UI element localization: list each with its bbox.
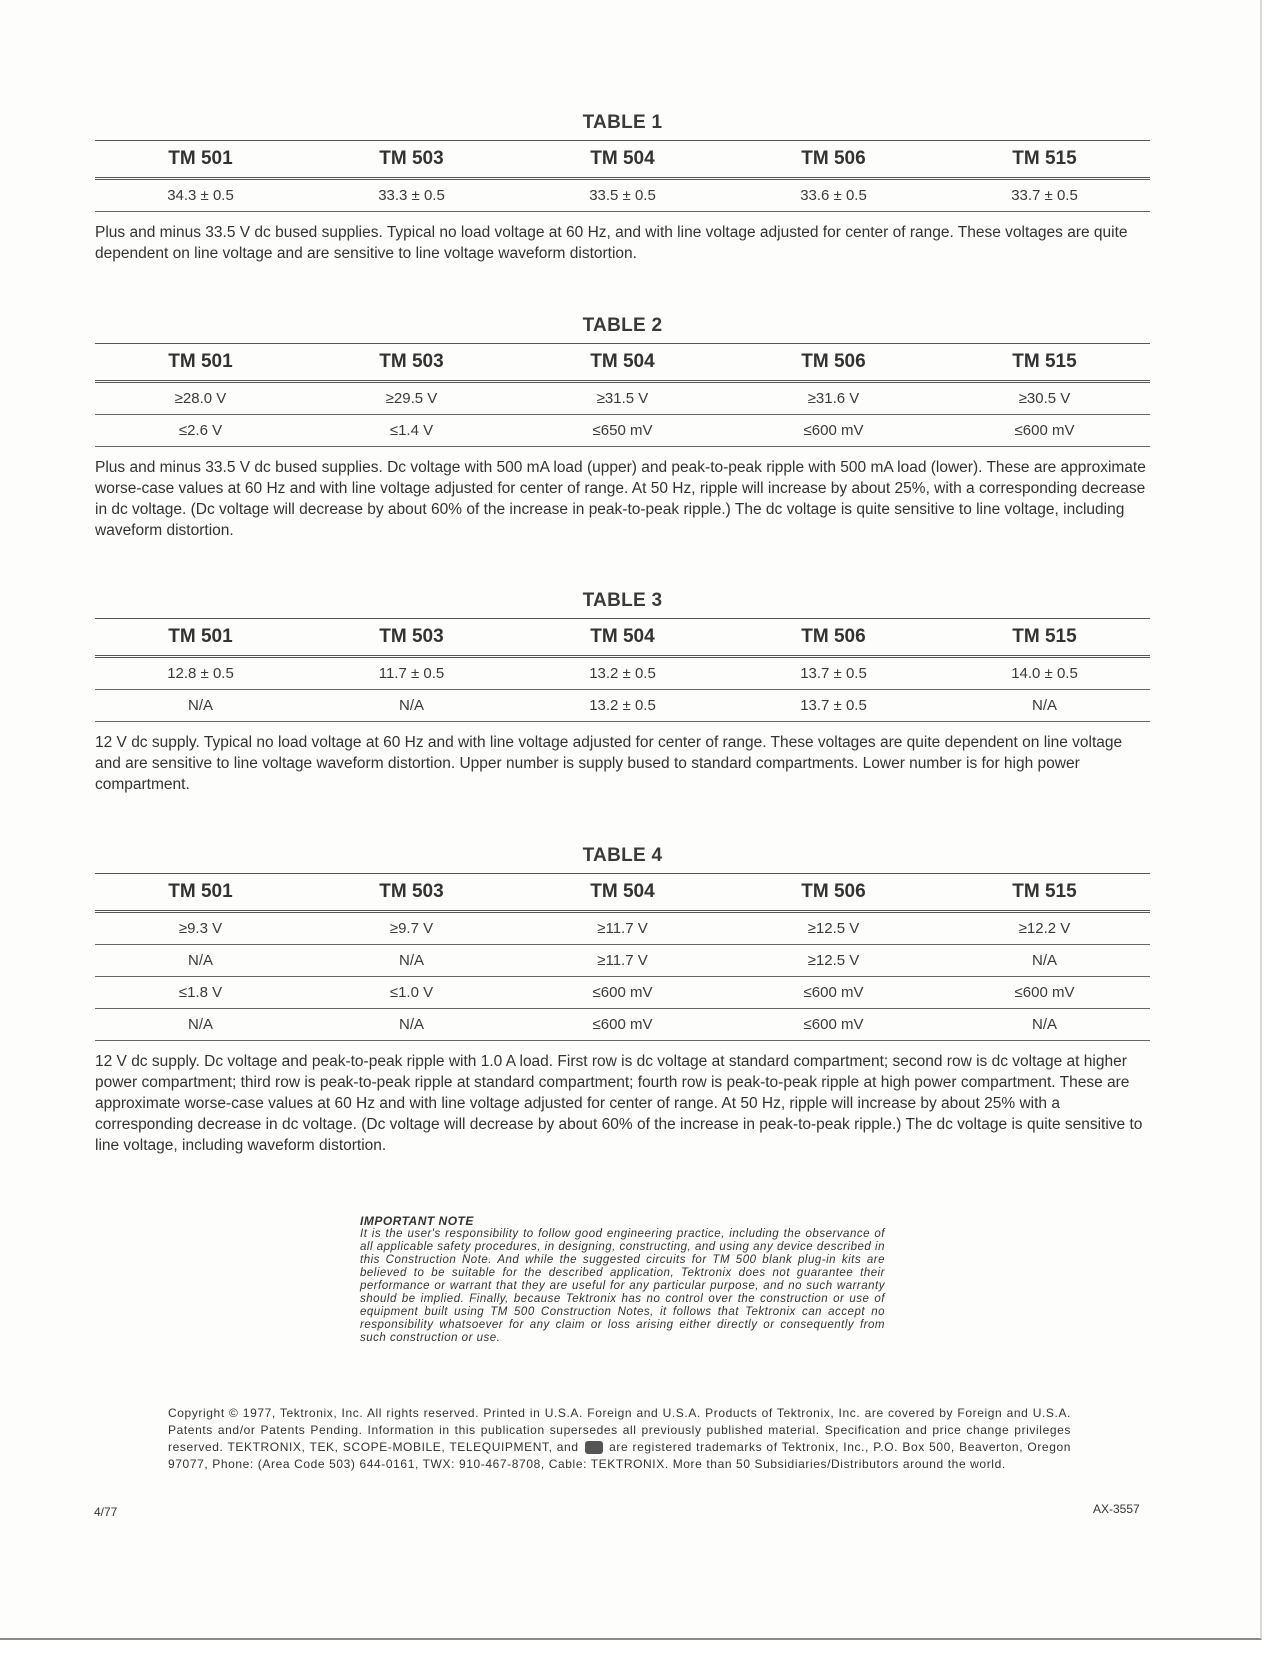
important-note-heading: IMPORTANT NOTE [360,1214,474,1228]
table-cell: ≤600 mV [803,422,864,439]
column-header: TM 504 [590,626,655,647]
table-cell: ≤1.0 V [389,984,434,1001]
table-cell: ≥31.5 V [596,390,649,407]
column-header: TM 503 [379,881,444,902]
table-cell: 11.7 ± 0.5 [378,665,445,682]
column-header: TM 506 [801,881,866,902]
table-cell: ≥12.5 V [807,952,860,969]
table-cell: ≥9.7 V [389,920,434,937]
table-row [95,383,1150,415]
column-header: TM 504 [590,351,655,372]
table-note: 12 V dc supply. Dc voltage and peak-to-peak ripple with 1.0 A load. First row is dc voltage at standard compartment; second row is dc voltage at higher power compartment; third row is peak-to-peak ripple at standard compartment; fourth row is peak-to-peak ripple at high power compartment. These are approximate worse-case values at 60 Hz and with line voltage adjusted for center of range. At 50 Hz, ripple will increase by about 25% with a corresponding decrease in dc voltage. (Dc voltage will decrease by about 60% of the increase in peak-to-peak ripple.) The dc voltage is quite sensitive to line voltage, including waveform distortion. [95,1053,1143,1154]
table-title: TABLE 2 [582,315,663,336]
table-cell: ≥12.2 V [1018,920,1071,937]
table-cell: N/A [187,697,213,714]
table-note: 12 V dc supply. Typical no load voltage at 60 Hz and with line voltage adjusted for center of range. These voltages are quite dependent on line voltage and are sensitive to line voltage waveform distortion. Upper number is supply bused to standard compartments. Lower number is for high power compartment. [95,734,1123,793]
data-table [95,618,1150,722]
table-cell: ≤650 mV [592,422,653,439]
column-header: TM 503 [379,148,444,169]
table-cell: 13.7 ± 0.5 [800,665,867,682]
table-cell: 33.3 ± 0.5 [378,187,445,204]
column-header: TM 506 [801,351,866,372]
column-header: TM 515 [1012,626,1077,647]
table-cell: ≤600 mV [592,1016,653,1033]
publication-date: 4/77 [94,1505,118,1519]
table-row [95,945,1150,977]
table-header [95,618,1150,658]
table-cell: N/A [1031,1016,1057,1033]
copyright-notice [168,1405,1071,1473]
table-3-section [95,588,1150,795]
table-1-section [95,110,1150,264]
column-header: TM 515 [1012,881,1077,902]
table-row [95,913,1150,945]
table-cell: ≥11.7 V [597,952,648,969]
data-table [95,343,1150,447]
table-title: TABLE 3 [582,590,663,611]
table-row [95,690,1150,722]
table-cell: ≥12.5 V [807,920,860,937]
column-header: TM 504 [590,881,655,902]
copyright-text: Copyright © 1977, Tektronix, Inc. All rights reserved. Printed in U.S.A. Foreign and U.S.A. Products of Tektronix, Inc. are covered by Foreign and U.S.A. Patents and/or Patents Pending. Information in this publication supersedes all previously published material. Specification and price change privileges reserved. TEKTRONIX, TEK, SCOPE-MOBILE, TELEQUIPMENT, and [168,1406,1071,1454]
table-cell: 12.8 ± 0.5 [167,665,234,682]
table-cell: ≤600 mV [1014,422,1075,439]
table-cell: ≤600 mV [592,984,653,1001]
column-header: TM 515 [1012,351,1077,372]
table-cell: ≤600 mV [1014,984,1075,1001]
table-row [95,180,1150,212]
table-cell: ≤1.8 V [178,984,223,1001]
data-table [95,140,1150,212]
column-header: TM 503 [379,351,444,372]
important-note [360,1215,885,1345]
data-table [95,873,1150,1041]
table-cell: ≥11.7 V [597,920,648,937]
table-cell: N/A [187,1016,213,1033]
table-row [95,1009,1150,1041]
table-cell: ≤1.4 V [389,422,434,439]
column-header: TM 501 [168,148,233,169]
column-header: TM 506 [801,148,866,169]
table-cell: 14.0 ± 0.5 [1011,665,1078,682]
table-cell: ≤600 mV [803,984,864,1001]
table-cell: N/A [187,952,213,969]
table-4-section [95,843,1150,1156]
table-row [95,977,1150,1009]
column-header: TM 501 [168,626,233,647]
table-cell: ≥29.5 V [385,390,438,407]
table-cell: 13.2 ± 0.5 [589,665,656,682]
column-header: TM 503 [379,626,444,647]
table-cell: 13.2 ± 0.5 [589,697,656,714]
table-cell: 33.5 ± 0.5 [589,187,656,204]
important-note-body: It is the user's responsibility to follow good engineering practice, including the observance of all applicable safety procedures, in designing, constructing, and using any device described in this Construction Note. And while the suggested circuits for TM 500 blank plug-in kits are believed to be suitable for the described application, Tektronix does not guarantee their performance or warrant that they are useful for any particular purpose, and no such warranty should be implied. Finally, because Tektronix has no control over the construction or use of equipment built using TM 500 Construction Notes, it follows that Tektronix can accept no responsibility whatsoever for any claim or loss arising either directly or consequently from such construction or use. [360,1228,885,1344]
table-cell: N/A [398,952,424,969]
table-title: TABLE 4 [582,845,663,866]
table-cell: ≤2.6 V [178,422,223,439]
table-row [95,658,1150,690]
column-header: TM 506 [801,626,866,647]
column-header: TM 501 [168,351,233,372]
table-header [95,873,1150,913]
column-header: TM 504 [590,148,655,169]
table-cell: N/A [398,1016,424,1033]
table-cell: ≥9.3 V [178,920,223,937]
table-row [95,415,1150,447]
table-cell: 33.6 ± 0.5 [800,187,867,204]
column-header: TM 501 [168,881,233,902]
table-cell: N/A [1031,697,1057,714]
document-code: AX-3557 [1093,1502,1140,1516]
table-2-section [95,313,1150,541]
table-cell: 13.7 ± 0.5 [800,697,867,714]
table-note: Plus and minus 33.5 V dc bused supplies. Dc voltage with 500 mA load (upper) and peak-to-peak ripple with 500 mA load (lower). These are approximate worse-case values at 60 Hz and with line voltage adjusted for center of range. At 50 Hz, ripple will increase by about 25%, with a corresponding decrease in dc voltage. (Dc voltage will decrease by about 60% of the increase in peak-to-peak ripple.) The dc voltage is quite sensitive to line voltage, including waveform distortion. [95,459,1146,539]
table-cell: 33.7 ± 0.5 [1011,187,1078,204]
copyright-text-continued: are registered trademarks of Tektronix, Inc., P.O. Box 500, Beaverton, Oregon 97077, Phone: (Area Code 503) 644-0161, TWX: 910-467-8708, Cable: TEKTRONIX. More than 50 Subsidiaries/Distributors around the world. [168,1440,1072,1471]
table-cell: ≥28.0 V [174,390,227,407]
table-cell: ≥30.5 V [1018,390,1071,407]
column-header: TM 515 [1012,148,1077,169]
tektronix-logo-icon [585,1441,603,1454]
table-cell: 34.3 ± 0.5 [167,187,234,204]
table-title: TABLE 1 [582,112,663,133]
table-cell: ≤600 mV [803,1016,864,1033]
table-header [95,343,1150,383]
table-header [95,140,1150,180]
table-note: Plus and minus 33.5 V dc bused supplies. Typical no load voltage at 60 Hz, and with line voltage adjusted for center of range. These voltages are quite dependent on line voltage and are sensitive to line voltage waveform distortion. [95,224,1128,262]
table-cell: N/A [1031,952,1057,969]
table-cell: ≥31.6 V [807,390,860,407]
table-cell: N/A [398,697,424,714]
